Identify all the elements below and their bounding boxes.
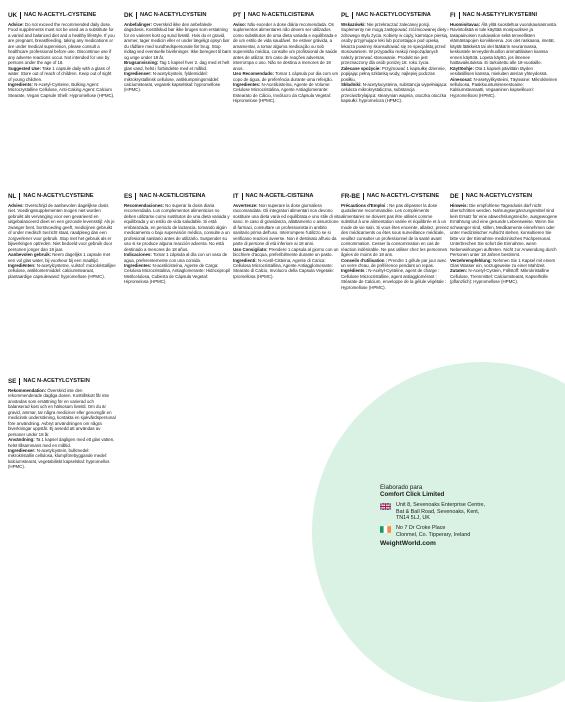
section-heading: Ingredienser:: [8, 447, 36, 453]
section-text: Tomar 1 cápsula por dia com um copo de água, de preferência durante uma refeição.: [233, 71, 339, 82]
country-code: UK: [8, 12, 21, 19]
panel-header: [450, 193, 558, 200]
website-link[interactable]: WeightWorld.com: [380, 540, 436, 548]
panel-section: [8, 203, 116, 252]
panel-section: [124, 263, 232, 285]
product-name: NAC N-ACETILCISTEÍNA: [139, 193, 206, 200]
section-heading: Huomioitavaa:: [450, 22, 480, 27]
section-heading: Användning:: [8, 437, 35, 443]
section-heading: Ingrediënten:: [8, 262, 36, 268]
uk-flag-icon: [380, 503, 391, 510]
panel-section: [233, 22, 341, 71]
section-heading: Précautions d'Emploi :: [341, 203, 388, 208]
section-heading: Advies:: [8, 203, 24, 208]
section-heading: Conseils d'utilisation :: [341, 257, 388, 263]
section-heading: Suggested Use:: [8, 65, 41, 71]
section-heading: Advice:: [8, 22, 24, 27]
address-line: No 7 Dr Croke Place: [396, 524, 446, 531]
country-code: PT: [233, 12, 245, 19]
section-heading: Ainesosat:: [450, 76, 473, 82]
label-panel-it: [233, 193, 341, 279]
panel-section: [233, 247, 341, 258]
country-code: ES: [124, 193, 136, 200]
section-text: Neem dagelijks 1 capsule met een vol glas water, bij voorkeur bij een maaltijd.: [8, 252, 111, 263]
section-heading: Ingredientes:: [124, 262, 152, 268]
product-name: NAC N-ACETYLOCYSTEINA: [355, 12, 431, 19]
panel-section: [8, 82, 116, 98]
section-text: N-acetylocysteina, substancja wypełniająca: celuloza mikrokrystaliczna, substancja przeciwzbrylająca: stearynian wapnia, otoczka otoczka kapsułki: hypromeloza (HPMC).: [341, 81, 448, 104]
product-name: NAC N-ACETYLCYSTEIN: [465, 193, 533, 200]
section-heading: Zutaten:: [450, 268, 468, 274]
product-name: NAC N-ASETYYLIKYSTEIINI: [462, 12, 538, 19]
label-panel-dk: [124, 12, 232, 93]
country-code: DE: [450, 193, 463, 200]
panel-section: [450, 203, 558, 258]
panel-header: [124, 193, 232, 200]
label-panel-fi: [450, 12, 558, 98]
panel-section: [450, 22, 558, 66]
section-text: Ne pas dépasser la dose quotidienne recommandée. Les compléments alimentaires ne doivent pas être utilisés comme substitut à une alimentation variée et équilibrée et à un mode de vie sain. Si vous êtes enceinte, allaitez, prenez des médicaments ou êtes sous surveillance médicale, veuillez consulter un professionnel de la santé avant consommation. Cesser la consommation en cas de réaction indésirable. Ne pas utiliser chez les personnes âgées de moins de 18 ans.: [341, 203, 449, 258]
panel-section: [450, 268, 558, 284]
panel-section: [341, 66, 449, 82]
panel-section: [124, 60, 232, 71]
country-code: IT: [233, 193, 243, 200]
panel-section: [124, 71, 232, 93]
section-text: Ota 1 kapseli päivittäin täyden vesilasillisen kanssa, mieluiten aterian yhteydessä.: [450, 65, 548, 77]
section-heading: Indicaciones:: [124, 252, 152, 258]
panel-header: [341, 12, 449, 19]
section-heading: Wskazówki:: [341, 22, 366, 27]
section-text: N-acetylcystein, bulkmedel: mikrokristallin cellulosa, klumpförebyggande medel: kalciumstearat, vegetabiliskt kapselskal: hypromellos (HPMC).: [8, 447, 110, 470]
section-text: Overskrid ikke den anbefalede dagsdosis. Kosttilskud bør ikke bruges som erstatning for en varieret kost og sund livsstil. Hvis du er gravid, ammer, tager medicin eller er under lægeligt opsyn bør du rådføre med sundhedspersonale før brug. Stop indtag ved eventuelle bivirkninger. Ikke beregnet til børn og unge under 18 år.: [124, 22, 232, 60]
section-text: N-asetyylikysteiini, Täyteaine: Mikrokiteinen selluloosa, Paakkuuntumisenestoaine: Kalsiumstearaatti, Vegaaninen kapselikuori: Hypromelloosi (HPMC).: [450, 76, 558, 98]
address-line: Bat & Ball Road, Sevenoaks, Kent,: [396, 508, 480, 515]
section-text: N-acetylcystein, fyldemiddel: mikrokrystallinsk cellulose, antiklumpningsmiddel: calciumstearat, vegansk kapselskal: hypromellose (HPMC).: [124, 71, 221, 93]
section-text: N-acetylcysteïne, vulstof: microkristallijne cellulose, antiklontermiddel: calciumstearaat, plantaardige capsulewand: hypromellose (HPMC).: [8, 262, 116, 279]
panel-header: [450, 12, 558, 19]
section-heading: Brugsanvisning:: [124, 60, 159, 66]
section-heading: Rekommendation:: [8, 388, 47, 393]
section-text: Prendre 1 gélule par jour avec un verre d'eau, de préférence pendant un repas.: [341, 257, 447, 268]
panel-section: [341, 22, 449, 66]
section-text: Älä ylitä suositeltua vuorokausiannosta. Ravintolisää ei tule käyttää monipuolisen ja tasapainoisen ruokavalion sekä terveellisten elämäntapojen korvikkeena. Jos olet raskaana, imetät, käytät lääkkeitä tai olet lääkärin seurannassa, keskustele terveydenhuollon ammattilaisen kanssa ennen käyttöä. Lopeta käyttö, jos ilmenee haittavaikutuksia. Ei tarkoitettu alle 18-vuotiaille.: [450, 22, 558, 66]
address-line: Unit 8, Sevenoaks Enterprise Centre,: [396, 502, 485, 509]
section-text: Ta 1 kapsel dagligen med ett glas vatten, helst tillsammans med en måltid.: [8, 437, 115, 448]
product-name: NAC N-ACETYLCYSTEIN: [140, 12, 207, 19]
section-text: Take 1 capsule daily with a glass of water. Store out of reach of children. Keep out of sight of young children.: [8, 65, 112, 82]
manufacturer-footer: [380, 485, 550, 548]
label-panel-fr-be: [341, 193, 449, 290]
section-heading: Avvertenze:: [233, 203, 258, 208]
section-heading: Anbefalinger:: [124, 22, 153, 27]
panel-section: [8, 263, 116, 279]
made-for-label: Elaborado para: [380, 484, 423, 491]
section-text: Nehmen Sie 1 Kapsel mit einem Glas Wasser ein, vorzugsweise zu einer Mahlzeit.: [450, 257, 556, 268]
panel-section: [8, 66, 116, 82]
section-text: Do not exceed the recommended daily dose. Food supplements must not be used as a substitute for a varied and balanced diet and a healthy lifestyle. If you are pregnant, breastfeeding, taking any medications or are under medical supervision, please consult a healthcare professional before use. Discontinue use if any adverse reactions occur. Not intended for use by persons under the age of 18.: [8, 22, 115, 66]
address-line: Clonmel, Co. Tipperary, Ireland: [396, 531, 471, 538]
section-heading: Ingredients:: [8, 81, 33, 87]
panel-header: [341, 193, 449, 200]
section-text: No superar la dosis diaria recomendada. Los complementos alimenticios no deben utilizarse como sustitutos de una dieta variada y equilibrada y un estilo de vida saludable. Si está embarazada, en periodo de lactancia, tomando algún medicamento o bajo supervisión médica, consulte a un profesional sanitario antes de utilizarlo. Suspender su uso si se produce alguna reacción adversa. No está destinado a menores de 18 años.: [124, 203, 230, 252]
product-name: NAC N-ACETYL-CYSTEINE: [24, 12, 97, 19]
panel-section: [8, 448, 116, 470]
country-code: FI: [450, 12, 460, 19]
section-text: Prendere 1 capsula al giorno con un bicchiere d'acqua, preferibilmente durante un pasto.: [233, 246, 339, 258]
panel-section: [341, 82, 449, 104]
section-heading: Käyttöohje:: [450, 65, 474, 71]
panel-section: [450, 258, 558, 269]
product-name: NAC N-ACETIL-CISTEINA: [245, 193, 314, 200]
country-code: SE: [8, 378, 20, 385]
label-panel-nl: [8, 193, 116, 279]
label-panel-uk: [8, 12, 116, 98]
section-text: N-Acétyl-Cystéine, agent de charge : Cellulose Microcristalline, agent antiagglomérant : Stéarate de Calcium, enveloppe de la gélule végétale : Hypromellose (HPMC).: [341, 268, 447, 290]
panel-section: [124, 203, 232, 252]
section-text: Overschrijd de aanbevolen dagelijkse dosis niet. Voedingssupplementen mogen niet worden gebruikt als vervanging voor een gevarieerd en uitgebalanceerd dieet en een gezonde levensstijl. Als je zwanger bent, borstvoeding geeft, medicijnen gebruikt of onder medisch toezicht staat, raadpleeg dan een zorgverlener voor gebruik. Stop met het gebruik als er bijwerkingen optreden. Niet bedoeld voor gebruik door personen jonger dan 18 jaar.: [8, 203, 115, 252]
section-text: Nie przekraczać zalecanej porcji. Suplementy nie mogą zastępować zróżnicowanej diety i zdrowego stylu życia. Kobiety w ciąży, karmiące piersią, osoby przyjmujące leki lub pozostające pod opieką lekarza powinny skonsultować się ze specjalistą przed stosowaniem. W przypadku reakcji niepożądanych należy przerwać stosowanie. Produkt nie jest przeznaczony dla osób poniżej 18. roku życia.: [341, 22, 449, 66]
section-text: Överskrid inte den rekommenderade dagliga dosen. Kosttillskott får inte användas som ersättning för en varierad och balanserad kost och en hälsosam livsstil. Om du är gravid, ammar, tar några mediciner eller genomgår en medicinsk undersökning, kontakta en sjukvårdspersonal före användning. Avbryt användningen om några biverkningar uppstår. Ej avsedd att användas av personer under 18 år.: [8, 388, 116, 437]
panel-header: [233, 193, 341, 200]
country-code: DK: [124, 12, 137, 19]
panel-header: [8, 193, 116, 200]
section-heading: Składniki:: [341, 81, 362, 87]
section-heading: Zalecane spożycie:: [341, 65, 381, 71]
section-heading: Uso Recomendado:: [233, 71, 274, 77]
product-name: NAC N-ACETYLCYSTEIN: [23, 378, 90, 385]
country-code: NL: [8, 193, 20, 200]
panel-header: [124, 12, 232, 19]
product-name: NAC N-ACETILCISTEÍNA: [247, 12, 315, 19]
country-code: PL: [341, 12, 353, 19]
section-text: Non superare la dose giornaliera raccomandata. Gli integratori alimentari non devono sostituire una dieta varia ed equilibrata e uno stile di vita sano. In caso di gravidanza, allattamento o assunzione di farmaci, consultare un professionista in ambito sanitario prima dell'uso. Interrompere l'utilizzo se si verificano reazioni avverse. Non è destinato all'uso da parte di persone di età inferiore ai 18 anni.: [233, 203, 341, 247]
panel-section: [450, 77, 558, 99]
panel-section: [341, 268, 449, 290]
address-line: TN14 5LJ, UK: [396, 515, 430, 522]
panel-section: [233, 71, 341, 82]
section-text: Tag 1 kapsel hver 2. dag med et helt glas vand, helst i forbindelse med et måltid.: [124, 60, 230, 71]
label-panel-pt: [233, 12, 341, 104]
section-text: N-acetilcisteína, Agente de Carga: Celulosa Microcristalina, Antiaglomerante: Hidroxipropil Metilcelulosa, Cubierta de Cápsula Vegetal: Hipromelosa (HPMC).: [124, 262, 231, 285]
panel-section: [124, 252, 232, 263]
section-text: Die empfohlene Tagesdosis darf nicht überschritten werden. Nahrungsergänzungsmittel sind kein Ersatz für eine abwechslungsreiche, ausgewogene Ernährung und eine gesunde Lebensweise. Wenn Sie schwanger sind, stillen, Medikamente einnehmen oder unter medizinischer Aufsicht stehen, konsultieren Sie bitte vor der Einnahme medizinisches Fachpersonal. Unterbrechen Sie sofort die Einnahme, wenn Nebenwirkungen auftreten. Nicht zur Anwendung durch Personen unter 18 Jahren bestimmt.: [450, 203, 558, 258]
label-panel-es: [124, 193, 232, 285]
label-panel-se: [8, 378, 116, 470]
panel-section: [8, 252, 116, 263]
section-text: N-Acetil-Cisteina, Agente di Carica: Cellulosa Microcristallina, Agente Antiagglomerante: Stearato di Calcio, Involucro della Capsula Vegetale: Ipromellosa (HPMC).: [233, 257, 334, 279]
panel-header: [8, 12, 116, 19]
section-text: N-Acetyl-Cysteine, Bulking Agent: Microcrystalline Cellulose, Anti-Caking Agent: Calcium Stearate, Vegan Capsule Shell: Hypromellose (HPMC).: [8, 81, 115, 98]
label-panel-pl: [341, 12, 449, 104]
section-heading: Verzehrempfehlung:: [450, 257, 492, 263]
panel-section: [233, 258, 341, 280]
country-code: FR-BE: [341, 193, 364, 200]
panel-section: [8, 437, 116, 448]
section-heading: Aanbevolen gebruik:: [8, 252, 52, 258]
section-heading: Aviso:: [233, 22, 247, 27]
panel-section: [233, 82, 341, 104]
section-text: Tomar 1 cápsula al día con un vaso de agua, preferentemente con una comida.: [124, 252, 228, 263]
section-text: Não exceder a dose diária recomendada. Os suplementos alimentares não devem ser utilizados como substitutos de uma dieta variada e equilibrada e de um estilo de vida saudável. Se estiver grávida, a amamentar, a tomar alguma medicação ou sob supervisão médica, consulte um profissional de saúde antes de utilizar. Em caso de reações adversas, interrompa o uso. Não se destina a menores de 18 anos.: [233, 22, 338, 71]
section-heading: Ingrédients :: [341, 268, 368, 274]
section-heading: Hinweis:: [450, 203, 468, 208]
ie-address: [380, 525, 550, 538]
product-name: NAC N-ACÉTYL-CYSTÉINE: [367, 193, 440, 200]
product-name: NAC N-ACETYLCYSTEÏNE: [23, 193, 94, 200]
panel-header: [233, 12, 341, 19]
panel-section: [341, 258, 449, 269]
panel-section: [233, 203, 341, 247]
company-name: Comfort Click Limited: [380, 490, 445, 498]
panel-section: [450, 66, 558, 77]
section-heading: Ingredientes:: [233, 81, 261, 87]
uk-address: [380, 502, 550, 522]
section-heading: Ingredienti:: [233, 257, 257, 263]
panel-section: [124, 22, 232, 60]
panel-section: [341, 203, 449, 258]
ireland-flag-icon: [380, 526, 391, 533]
panel-section: [8, 22, 116, 66]
section-text: N-Acetyl-Cystein, Füllstoff: Mikrokristalline Cellulose, Trennmittel: Calciumstearat, Kapselhülle (pflanzlich): Hypromellose (HPMC).: [450, 268, 550, 285]
panel-section: [8, 388, 116, 437]
section-heading: Recomendaciones:: [124, 203, 164, 208]
section-heading: Ingredienser:: [124, 71, 152, 77]
panel-header: [8, 378, 116, 385]
section-text: N-Acetilcisteína, Agente de Volume: Celulose Microcristalina, Agente Antiaglomerante: Estearato de Cálcio, Invólucro da Cápsula Vegetal: Hipromelose (HPMC).: [233, 81, 331, 104]
section-heading: Uso Consigliato:: [233, 246, 268, 252]
section-text: Przyjmować 1 kapsułkę dziennie, popijając pełną szklanką wody, najlepiej podczas posiłku.: [341, 65, 446, 82]
label-panel-de: [450, 193, 558, 285]
